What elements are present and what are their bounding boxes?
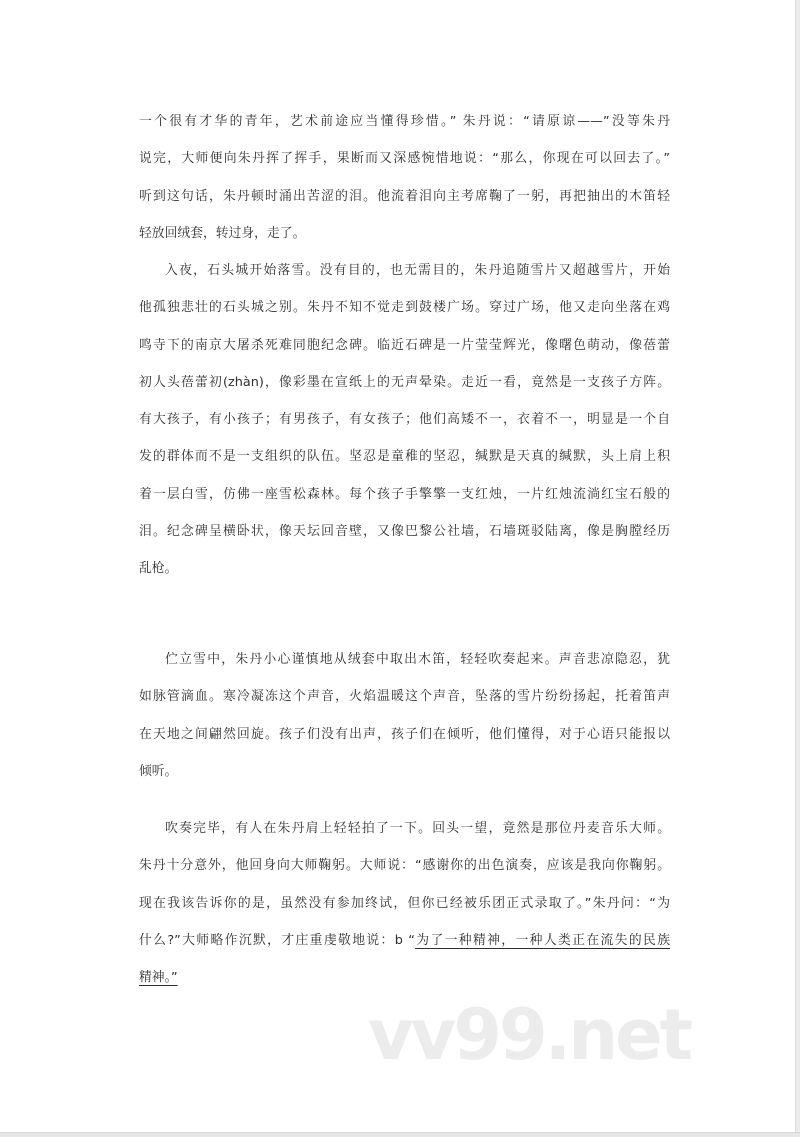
underlined-text: 精神。” <box>139 970 178 986</box>
text-line: 朱丹十分意外，他回身向大师鞠躬。大师说：“感谢你的出色演奏，应该是我向你鞠躬。 <box>139 858 670 874</box>
text-line: 一个很有才华的青年，艺术前途应当懂得珍惜。” 朱丹说：“请原谅——”没等朱丹 <box>139 114 670 129</box>
text-line: 听到这句话，朱丹顿时涌出苦涩的泪。他流着泪向主考席鞠了一躬，再把抽出的木笛轻 <box>139 188 670 204</box>
paragraph-3 <box>139 641 670 790</box>
text-line: 有大孩子，有小孩子；有男孩子，有女孩子；他们高矮不一，衣着不一，明显是一个自 <box>139 412 670 428</box>
text-line: 吹奏完毕，有人在朱丹肩上轻轻拍了一下。回头一望，竟然是那位丹麦音乐大师。 <box>165 821 670 836</box>
page-bottom-edge <box>0 1132 800 1137</box>
text-line: 伫立雪中，朱丹小心谨慎地从绒套中取出木笛，轻轻吹奏起来。声音悲凉隐忍，犹 <box>165 652 670 667</box>
text-line: 发的群体而不是一支组织的队伍。坚忍是童稚的坚忍，缄默是天真的缄默，头上肩上积 <box>139 449 670 465</box>
page-edge <box>795 0 800 1132</box>
text-line: 如脉管滴血。寒冷凝冻这个声音，火焰温暖这个声音，坠落的雪片纷纷扬起，托着笛声 <box>139 689 670 705</box>
text-line: 泪。纪念碑呈横卧状，像天坛回音壁，又像巴黎公社墙，石墙斑驳陆离，像是胸膛经历 <box>139 524 670 540</box>
text-line: 他孤独悲壮的石头城之别。朱丹不知不觉走到鼓楼广场。穿过广场，他又走向坐落在鸡 <box>139 300 670 316</box>
text-line: 初人头蓓蕾初(zhàn)，像彩墨在宣纸上的无声晕染。走近一看，竟然是一支孩子方阵。 <box>139 374 670 390</box>
text-line: 说完，大师便向朱丹挥了挥手，果断而又深感惋惜地说：“那么，你现在可以回去了。” <box>139 151 670 167</box>
text-line: 轻放回绒套，转过身，走了。 <box>139 225 306 241</box>
text-line: 入夜，石头城开始落雪。没有目的，也无需目的，朱丹追随雪片又超越雪片，开始 <box>165 263 670 278</box>
paragraph-2 <box>139 252 670 588</box>
text-line <box>139 959 670 996</box>
text-line: 倾听。 <box>139 763 178 779</box>
text-line: 着一层白雪，仿佛一座雪松森林。每个孩子手擎擎一支红烛，一片红烛流淌红宝石般的 <box>139 486 670 502</box>
text-line: 在天地之间翩然回旋。孩子们没有出声，孩子们在倾听，他们懂得，对于心语只能报以 <box>139 726 670 742</box>
text-line: 乱枪。 <box>139 561 178 577</box>
text-line: 现在我该告诉你的是，虽然没有参加终试，但你已经被乐团正式录取了。”朱丹问：“为 <box>139 895 670 911</box>
paragraph-4 <box>139 810 670 996</box>
text-line: 鸣寺下的南京大屠杀死难同胞纪念碑。临近石碑是一片莹莹辉光，像曙色萌动，像蓓蕾 <box>139 337 670 353</box>
text-segment: 什么?”大师略作沉默，才庄重虔敬地说：b “ <box>139 932 415 948</box>
underlined-text: 为了一种精神，一种人类正在流失的民族 <box>414 932 670 948</box>
paragraph-1 <box>139 103 670 252</box>
text-line <box>139 922 670 959</box>
watermark: vv99.net <box>368 994 691 1076</box>
